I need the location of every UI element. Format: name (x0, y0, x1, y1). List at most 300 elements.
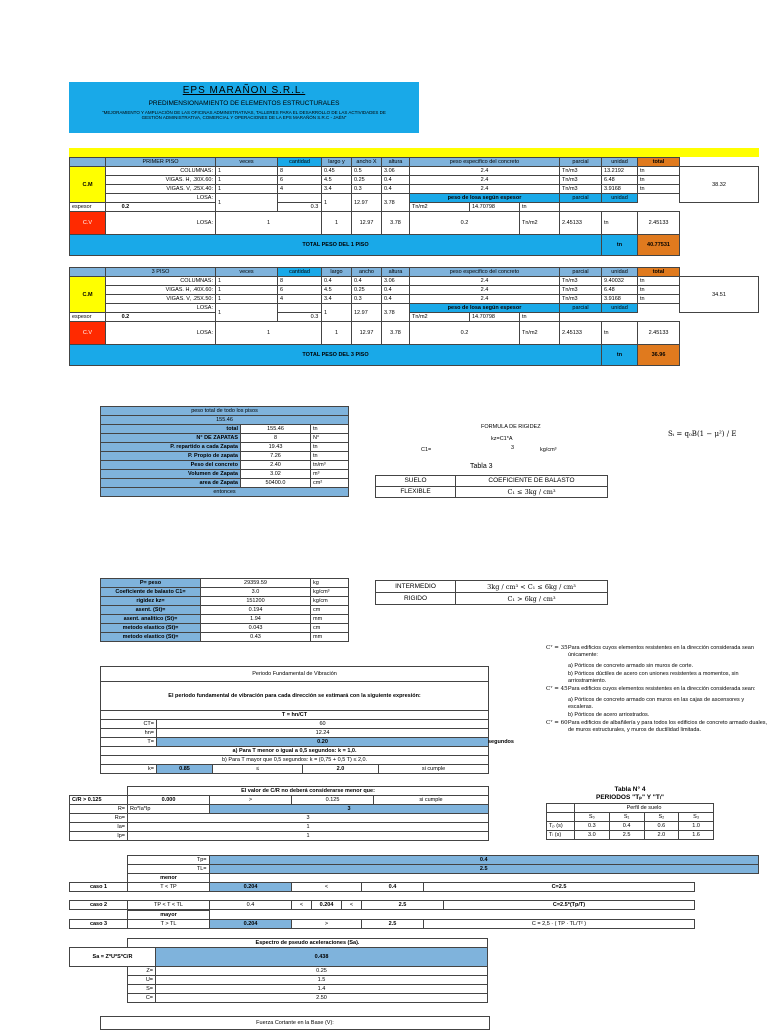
tabla4-col: S₀ (575, 813, 610, 822)
tabla3-r2-suelo: RIGIDO (376, 593, 456, 605)
cr-title: El valor de C/R no deberá considerarse menor que: (128, 787, 489, 796)
floor-total: 36.96 (638, 345, 680, 366)
caso1-label: caso 1 (70, 883, 128, 892)
s-value: 1.4 (156, 985, 488, 994)
table-row (101, 588, 349, 597)
ct-value (546, 712, 568, 719)
peso-value: 151200 (201, 597, 311, 606)
ct-note (546, 671, 768, 685)
zapata-unit: N° (311, 434, 349, 443)
tabla4-block (546, 786, 714, 840)
cell: 12.97 (352, 304, 382, 322)
cell: 1 (322, 212, 352, 235)
caso3-result: C = 2,5 · ( TP · TL/T² ) (424, 920, 695, 929)
peso-label: rigidez kz= (101, 597, 201, 606)
cm-label: C.M (70, 277, 106, 313)
ct-value: Cᵀ = 35 (546, 645, 568, 651)
peso-value: 29359.59 (201, 579, 311, 588)
cm-label: C.M (70, 167, 106, 203)
ro-value: 3 (128, 814, 489, 823)
cell: 1 (322, 194, 352, 212)
ct-note (546, 663, 768, 670)
ct-value (546, 663, 568, 670)
table-row (101, 579, 349, 588)
z-label: Z= (128, 967, 156, 976)
table-row (101, 624, 349, 633)
col-header: ancho X (352, 158, 382, 167)
peso-label: P= peso (101, 579, 201, 588)
zapata-unit: m³ (311, 470, 349, 479)
c-label: C= (128, 994, 156, 1003)
cell: 6 (278, 286, 322, 295)
zapata-label: N° DE ZAPATAS (101, 434, 241, 443)
tabla3-h-suelo: SUELO (376, 476, 456, 487)
zapata-title: peso total de todo los pisos (101, 407, 349, 416)
espesor-value: 0.2 (121, 314, 130, 320)
element-label: VIGAS. V, .25X.40: (106, 185, 216, 194)
zapata-footer: entonces (101, 488, 349, 497)
losa-unit: Tn/m2 (410, 313, 470, 322)
k-label: k= (101, 765, 157, 774)
zapata-value: 2.40 (241, 461, 311, 470)
ct-label: CT= (101, 720, 157, 729)
caso3-cond: T > TL (128, 920, 210, 929)
table-row (70, 167, 759, 176)
header-line-1: PREDIMENSIONAMIENTO DE ELEMENTOS ESTRUCTURALES (148, 100, 340, 107)
peso-unit: mm (311, 615, 349, 624)
cell: 12.97 (352, 212, 382, 235)
cell: Tn/m3 (560, 176, 602, 185)
tabla4-sub: PERIODOS "Tₚ" Y "Tₗ" (596, 794, 664, 801)
zapata-total-all: 155.46 (101, 416, 349, 425)
tp-label: Tp= (127, 856, 209, 865)
cell: 9.40032 (602, 277, 638, 286)
tabla3-r1-coef: 3kg / cm³ < C₁ ≤ 6kg / cm³ (456, 581, 608, 593)
cell: 12.97 (352, 194, 382, 212)
tabla3-bottom (375, 580, 608, 605)
z-value: 0.25 (156, 967, 488, 976)
s-label: S= (128, 985, 156, 994)
tp-tl-table (69, 855, 759, 874)
cell: tn (638, 295, 680, 304)
element-label: COLUMNAS: (106, 277, 216, 286)
caso2-result: C=2.5*(Tp/T) (444, 901, 695, 910)
cell: Tn/m3 (560, 277, 602, 286)
tabla4-tp: 0.4 (609, 822, 644, 831)
cell: 3.4 (322, 295, 352, 304)
zapata-value: 50400.0 (241, 479, 311, 488)
cell: 4.5 (322, 176, 352, 185)
zapata-label: P. Propio de zapata (101, 452, 241, 461)
peso-value: 0.043 (201, 624, 311, 633)
tabla4-tl: 2.0 (644, 831, 679, 840)
cr-ok: si cumple (374, 796, 489, 805)
espesor-label: espesor (72, 204, 92, 210)
cell: tn (602, 322, 638, 345)
tabla4-tp: 1.0 (679, 822, 714, 831)
table-row (70, 286, 759, 295)
c1-unit: kg/cm³ (540, 447, 557, 453)
parcial-header: parcial (560, 194, 602, 203)
zapata-table (100, 406, 349, 497)
t-label: T= (101, 738, 157, 747)
sa-value: 0.438 (156, 948, 488, 967)
col-header: unidad (602, 158, 638, 167)
tabla4-perfil: Perfil de suelo (575, 804, 714, 813)
k-two: 2.0 (303, 765, 379, 774)
tabla4-tp-label: Tₚ (s) (547, 822, 575, 831)
col-header: largo (322, 268, 352, 277)
cell: Tn/m2 (520, 212, 560, 235)
col-header: veces (216, 268, 278, 277)
table-row (101, 443, 349, 452)
cell: 0.4 (352, 277, 382, 286)
col-header: cantidad (278, 158, 322, 167)
parcial-header: parcial (560, 304, 602, 313)
caso1-cond: T < TP (128, 883, 210, 892)
peso-label: asent. analitico (St)= (101, 615, 201, 624)
cell: tn (638, 167, 680, 176)
tabla3-title: Tabla 3 (470, 463, 493, 470)
sa-title: Espectro de pseudo aceleraciones (Sa). (128, 939, 488, 948)
losa-label: LOSA: (106, 304, 216, 313)
floor-total-label: TOTAL PESO DEL 3 PISO (70, 345, 602, 366)
casos-table (69, 873, 695, 892)
cell: 1 (322, 322, 352, 345)
zapata-value: 19.43 (241, 443, 311, 452)
cell: 0.2 (410, 212, 520, 235)
cell: 4 (278, 185, 322, 194)
tabla4-title: Tabla N° 4 (614, 786, 646, 793)
zapata-unit: tn (311, 452, 349, 461)
cell: 1 (216, 295, 278, 304)
zapata-value: 155.46 (241, 425, 311, 434)
cell: 2.4 (410, 286, 560, 295)
cr-gt: > (210, 796, 292, 805)
col-header: unidad (602, 268, 638, 277)
espesor-value: 0.2 (121, 204, 130, 210)
report-header (69, 82, 419, 133)
cell: 8 (278, 277, 322, 286)
k-value: 0.85 (157, 765, 213, 774)
cell: 1 (216, 194, 278, 212)
cell: 1 (216, 304, 278, 322)
ip-value: 1 (128, 832, 489, 841)
cv-label: C.V (70, 212, 106, 235)
periodo-b: b) Para T mayor que 0,5 segundos: k = (0,75 + 0,5 T) ≤ 2,0. (101, 756, 489, 765)
tabla4-col: S₁ (609, 813, 644, 822)
tabla3-top (375, 475, 608, 498)
tl-value: 2.5 (209, 865, 759, 874)
peso-unit: kg/cm (311, 597, 349, 606)
peso-label: asent. (St)= (101, 606, 201, 615)
cell: Tn/m3 (560, 295, 602, 304)
tabla3-r0-coef: C₁ ≤ 3kg / cm³ (456, 487, 608, 498)
floor-total-unit: tn (602, 235, 638, 256)
tp-value: 0.4 (209, 856, 759, 865)
header-line-2: "MEJORAMIENTO Y AMPLIACIÓN DE LAS OFICINAS ADMINISTRATIVAS, TALLERES PARA EL DESARROLLO DE LAS ACTIVIDADES DE (102, 110, 386, 115)
cell: 2.4 (410, 277, 560, 286)
cell: 3.06 (382, 167, 410, 176)
p1-table (69, 157, 759, 256)
cr-min: 0.125 (292, 796, 374, 805)
c1-label: C1= (421, 447, 432, 453)
fuerza-box (100, 1016, 490, 1030)
table-row (70, 295, 759, 304)
cell: 4 (278, 295, 322, 304)
ct-text: Para edificios de albañilería y para todos los edificios de concreto armado duales, de muros estructurales, y muros de ductilidad limitada. (568, 720, 768, 733)
hn-label: hn= (101, 729, 157, 738)
cr-value: 0.000 (128, 796, 210, 805)
cell: 2.4 (410, 295, 560, 304)
peso-unit: kg (311, 579, 349, 588)
losa-tn: tn (520, 313, 560, 322)
cell: 0.4 (382, 176, 410, 185)
cm-total: 38.32 (680, 167, 759, 203)
mayor-label: mayor (128, 911, 210, 920)
ia-value: 1 (128, 823, 489, 832)
zapata-unit: cm² (311, 479, 349, 488)
cm-total: 34.51 (680, 277, 759, 313)
cell: 1 (216, 277, 278, 286)
peso-unit: cm (311, 624, 349, 633)
losa-unit: Tn/m2 (410, 203, 470, 212)
caso2-t: 0.204 (312, 901, 342, 910)
cell: 1 (216, 185, 278, 194)
ct-value: Cᵀ = 60 (546, 720, 568, 726)
cell: 3.78 (382, 304, 410, 322)
losa-parcial: 14.70798 (470, 313, 520, 322)
rigidez-title: FORMULA DE RIGIDEZ (481, 424, 541, 430)
peso-value: 1.94 (201, 615, 311, 624)
losa-tn: tn (520, 203, 560, 212)
col-header: altura (382, 158, 410, 167)
tabla4-table (546, 803, 714, 840)
ct-note (546, 720, 768, 734)
header-line-3: GESTIÓN ADMINISTRATIVA, COMERCIAL Y OPERACIONES DE LA EPS MARAÑÓN S.R.C - JAÉN" (141, 115, 347, 120)
caso1-tp: 0.4 (362, 883, 424, 892)
cell: Tn/m3 (560, 167, 602, 176)
table-row (101, 606, 349, 615)
periodo-formula: T = hn/CT (101, 711, 489, 720)
losa-header: peso de losa según espesor (410, 194, 560, 203)
floor-total: 40.77531 (638, 235, 680, 256)
ct-value: 60 (157, 720, 489, 729)
zapata-value: 8 (241, 434, 311, 443)
cell: 3.06 (382, 277, 410, 286)
table-row (101, 461, 349, 470)
col-header: total (638, 268, 680, 277)
cell: 1 (216, 286, 278, 295)
tabla3-r1-suelo: INTERMEDIO (376, 581, 456, 593)
zapata-value: 7.26 (241, 452, 311, 461)
periodo-title: Periodo Fundamental de Vibración (101, 667, 489, 682)
caso3-label: caso 3 (70, 920, 128, 929)
caso2-label: caso 2 (70, 901, 128, 910)
table-row (101, 452, 349, 461)
zapata-unit: tn (311, 425, 349, 434)
c1-value: 3 (511, 445, 515, 451)
peso-label: Coeficiente de balasto C1= (101, 588, 201, 597)
col-header: veces (216, 158, 278, 167)
element-label: COLUMNAS: (106, 167, 216, 176)
losa-weight: 0.3 (278, 313, 352, 322)
caso3-t: 0.204 (210, 920, 292, 929)
tabla4-tp: 0.6 (644, 822, 679, 831)
cell: 6 (278, 176, 322, 185)
table-row (70, 185, 759, 194)
peso-value: 0.194 (201, 606, 311, 615)
cell: 4.5 (322, 286, 352, 295)
table-row (101, 633, 349, 642)
col-header: largo y (322, 158, 352, 167)
cell: 12.97 (352, 322, 382, 345)
table-row (101, 425, 349, 434)
tabla4-tp: 0.3 (575, 822, 610, 831)
cell: 1 (322, 304, 352, 322)
menor-label: menor (128, 874, 210, 883)
u-value: 1.5 (156, 976, 488, 985)
table-row (101, 615, 349, 624)
element-label: VIGAS. H, .40X.60: (106, 286, 216, 295)
ct-text: Para edificios cuyos elementos resistentes en la dirección considerada sean: (568, 686, 756, 692)
tabla4-tl: 2.5 (609, 831, 644, 840)
caso2-table (69, 900, 695, 910)
ct-text: a) Pórticos de concreto armado sin muros de corte. (568, 663, 694, 669)
peso-label: metodo elastico (St)= (101, 633, 201, 642)
cell: 1 (216, 212, 322, 235)
cell: 0.25 (352, 286, 382, 295)
caso1-t: 0.204 (210, 883, 292, 892)
table-row (101, 470, 349, 479)
ct-notes (546, 645, 768, 738)
p3-table (69, 267, 759, 366)
hn-value: 12.24 (157, 729, 489, 738)
tabla4-col: S₂ (644, 813, 679, 822)
tabla3-r2-coef: C₁ > 6kg / cm³ (456, 593, 608, 605)
t-unit: segundos (488, 739, 514, 745)
rigidez-formula: kz=C1*A (491, 436, 513, 442)
zapata-label: area de Zapata (101, 479, 241, 488)
r-label: R= (70, 805, 128, 814)
peso-label: metodo elastico (St)= (101, 624, 201, 633)
tabla3-r0-suelo: FLEXIBLE (376, 487, 456, 498)
cv-losa: LOSA: (106, 322, 216, 345)
ct-note (546, 686, 768, 693)
ct-text: Para edificios cuyos elementos resistentes en la dirección considerada sean únicamente: (568, 645, 754, 658)
cell: 0.4 (382, 295, 410, 304)
losa-label: LOSA: (106, 194, 216, 203)
losa-parcial: 14.70798 (470, 203, 520, 212)
cell: 0.25 (352, 176, 382, 185)
cell: 3.78 (382, 212, 410, 235)
settlement-equation: Sᵢ = q₀B(1 − μ²) / E (668, 430, 737, 438)
cell: Tn/m3 (560, 286, 602, 295)
unidad-header: unidad (602, 304, 638, 313)
cell: 2.4 (410, 167, 560, 176)
caso2-tp: 0.4 (210, 901, 292, 910)
ct-text: b) Pórticos dúctiles de acero con uniones resistentes a momentos, sin arriostramiento. (568, 671, 739, 684)
cell: 13.2192 (602, 167, 638, 176)
cell: 3.9168 (602, 185, 638, 194)
caso1-lt: < (292, 883, 362, 892)
tabla4-tl: 3.0 (575, 831, 610, 840)
r-value: 3 (210, 805, 489, 814)
col-header: cantidad (278, 268, 322, 277)
zapata-value: 3.02 (241, 470, 311, 479)
caso3-tl: 2.5 (362, 920, 424, 929)
t-value: 0.20 (157, 738, 489, 747)
peso-unit: cm (311, 606, 349, 615)
table-row (70, 176, 759, 185)
cell: 3.78 (382, 322, 410, 345)
caso3-table (69, 910, 695, 929)
cell: Tn/m3 (560, 185, 602, 194)
element-label: VIGAS. H, .30X.60: (106, 176, 216, 185)
cell: 6.48 (602, 176, 638, 185)
cell: 1 (216, 176, 278, 185)
tabla3-h-coef: COEFICIENTE DE BALASTO (456, 476, 608, 487)
cell: 0.3 (352, 295, 382, 304)
col-header: peso especifico del concreto (410, 158, 560, 167)
peso-table (100, 578, 349, 642)
cell: Tn/m2 (520, 322, 560, 345)
cv-losa: LOSA: (106, 212, 216, 235)
col-header: parcial (560, 268, 602, 277)
cell: 2.4 (410, 176, 560, 185)
caso1-result: C=2.5 (424, 883, 695, 892)
losa-header: peso de losa según espesor (410, 304, 560, 313)
ct-value (546, 697, 568, 711)
zapata-unit: tn/m³ (311, 461, 349, 470)
cell: 0.4 (382, 185, 410, 194)
cell: tn (602, 212, 638, 235)
u-label: U= (128, 976, 156, 985)
c-value: 2.50 (156, 994, 488, 1003)
cell: 2.45133 (638, 322, 680, 345)
zapata-label: Volumen de Zapata (101, 470, 241, 479)
periodo-a: a) Para T menor o igual a 0,5 segundos: k = 1,0. (101, 747, 489, 756)
r-formula: Ro*Ia*Ip (128, 805, 210, 814)
cell: 2.45133 (560, 322, 602, 345)
cell: 2.4 (410, 185, 560, 194)
caso3-gt: > (292, 920, 362, 929)
cell: 1 (216, 322, 322, 345)
k-ok: si cumple (379, 765, 489, 774)
cell: tn (638, 185, 680, 194)
table-row (101, 434, 349, 443)
sa-table (69, 938, 488, 1003)
periodo-desc: El periodo fundamental de vibración para cada dirección se estimará con la siguiente expresión: (101, 682, 489, 711)
cr-table (69, 786, 489, 841)
cell: tn (638, 286, 680, 295)
ia-label: Ia= (70, 823, 128, 832)
cell: 2.45133 (638, 212, 680, 235)
espesor-label: espesor (72, 314, 92, 320)
col-header: altura (382, 268, 410, 277)
cell: 6.48 (602, 286, 638, 295)
floor-total-label: TOTAL PESO DEL 1 PISO (70, 235, 602, 256)
peso-unit: mm (311, 633, 349, 642)
ct-note (546, 697, 768, 711)
ro-label: Ro= (70, 814, 128, 823)
sa-formula: Sa = Z*U*S*C/R (70, 948, 156, 967)
cell: 0.5 (352, 167, 382, 176)
ip-label: Ip= (70, 832, 128, 841)
caso2-cond: TP < T < TL (128, 901, 210, 910)
cell: 3.9168 (602, 295, 638, 304)
caso2-tl: 2.5 (362, 901, 444, 910)
